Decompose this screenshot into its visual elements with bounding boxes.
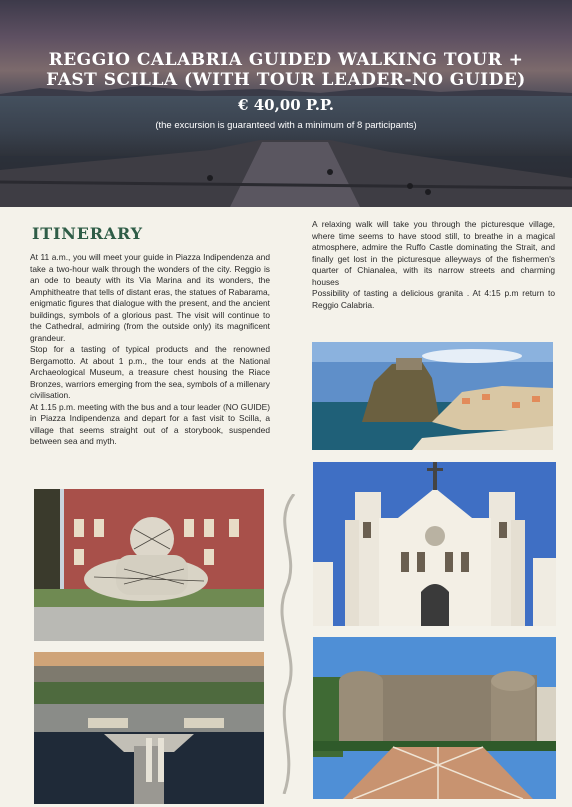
decorative-wave <box>266 494 306 794</box>
photo-cathedral <box>313 462 556 626</box>
itinerary-paragraph: Stop for a tasting of typical products and the renowned Bergamotto. At about 1 p.m., the tour ends at the National Archaeological Museum, a treasure chest housing the Riace Bronzes, warriors emerging from the sea, symbols of a millenary civilisation. <box>30 344 270 400</box>
hero-promenade <box>0 140 572 207</box>
photo-scilla-village <box>312 342 553 450</box>
photo-seafront-amphitheatre <box>34 652 264 804</box>
participants-note: (the excursion is guaranteed with a minimum of 8 participants) <box>155 120 417 131</box>
hero-banner <box>0 0 572 207</box>
page-title: REGGIO CALABRIA GUIDED WALKING TOUR + FAST SCILLA (WITH TOUR LEADER-NO GUIDE) <box>46 50 526 90</box>
photo-rabarama-statue <box>34 489 264 641</box>
photo-aragonese-castle <box>313 637 556 799</box>
itinerary-paragraph: A relaxing walk will take you through the picturesque village, where time seems to have stood still, to breathe in a magical atmosphere, admire the Ruffo Castle dominating the Strait, and finally get lost in the picturesque alleyways of the fishermen's quarter of Chianalea, with its narrow streets and charming houses <box>312 219 555 287</box>
itinerary-heading: ITINERARY <box>32 224 143 243</box>
itinerary-paragraph: Possibility of tasting a delicious granita . At 4:15 p.m return to Reggio Calabria. <box>312 288 555 310</box>
itinerary-paragraph: At 1.15 p.m. meeting with the bus and a tour leader (NO GUIDE) in Piazza Indipendenza and depart for a fast visit to Scilla, a village that seems straight out of a storybook, suspended between sea and myth. <box>30 401 270 446</box>
itinerary-right-text <box>312 219 555 311</box>
itinerary-paragraph: At 11 a.m., you will meet your guide in Piazza Indipendenza and take a two-hour walk through the wonders of the city. Reggio is an ode to beauty with its Via Marina and its wonders, the Amphitheatre that tells of distant eras, the statues of Rabarama, enigmatic figures that dialogue with the present, and the ancient buildings, symbols of a glorious past. The visit will continue to the Cathedral, admiring (from the outside only) its magnificent grandeur. <box>30 252 270 343</box>
hero-text <box>0 50 572 131</box>
itinerary-left-text <box>30 252 270 448</box>
price: € 40,00 P.P. <box>238 96 334 114</box>
